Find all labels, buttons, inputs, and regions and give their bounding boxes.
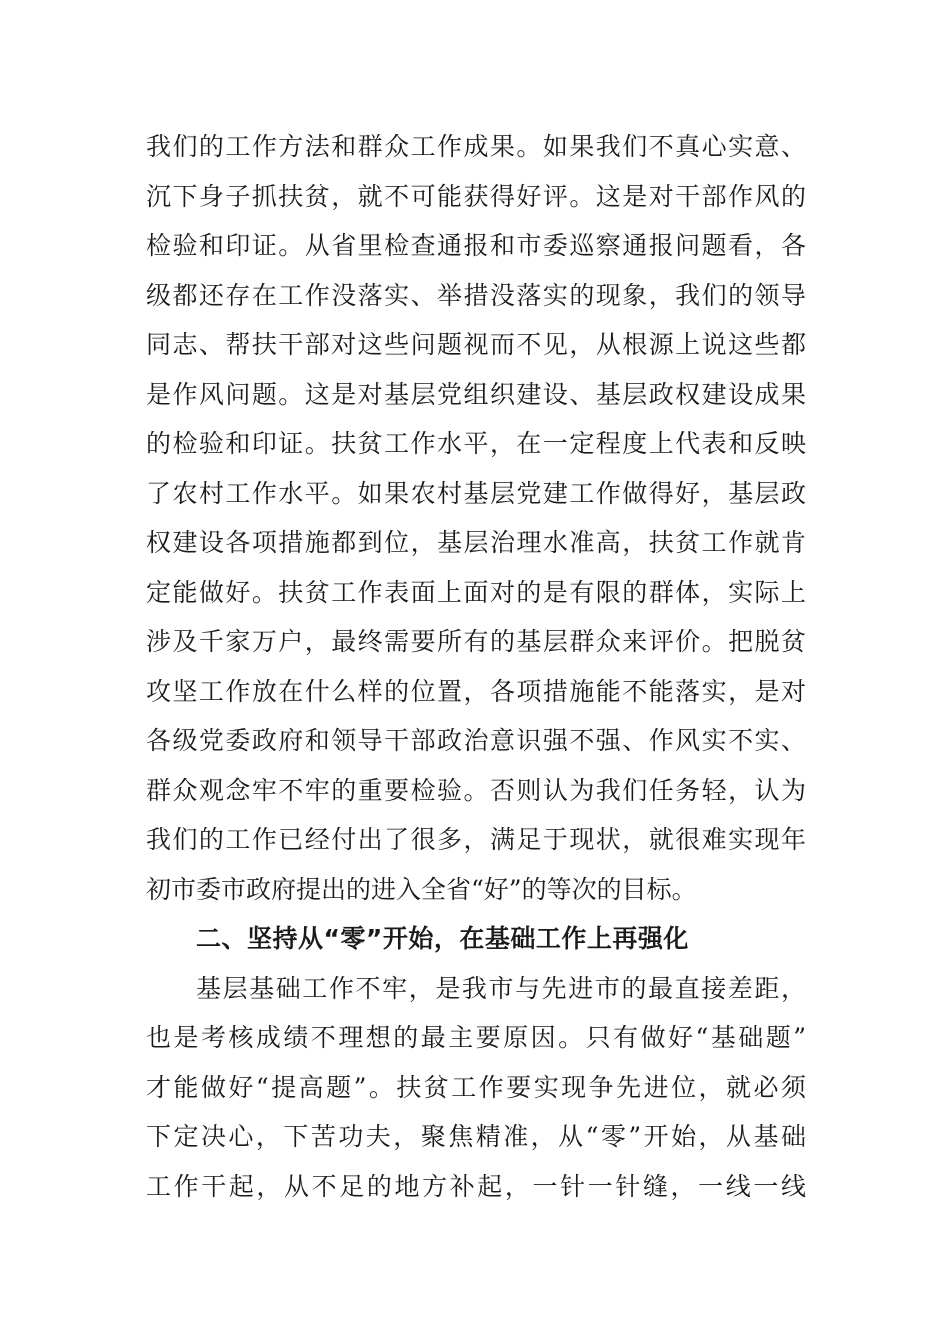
text-line: 检验和印证。从省里检查通报和市委巡察通报问题看，各 <box>146 231 806 260</box>
text-line: 级都还存在工作没落实、举措没落实的现象，我们的领导 <box>146 280 806 310</box>
text-line: 我们的工作方法和群众工作成果。如果我们不真心实意、 <box>146 132 806 161</box>
text-line: 沉下身子抓扶贫，就不可能获得好评。这是对干部作风的 <box>146 181 806 211</box>
text-line: 定能做好。扶贫工作表面上面对的是有限的群体，实际上 <box>146 577 806 607</box>
text-line: 下定决心，下苦功夫，聚焦精准，从“零”开始，从基础 <box>146 1122 806 1151</box>
document-body <box>146 122 806 1211</box>
text-line: 涉及千家万户，最终需要所有的基层群众来评价。把脱贫 <box>146 627 806 656</box>
text-line: 权建设各项措施都到位，基层治理水准高，扶贫工作就肯 <box>146 528 806 557</box>
text-line: 同志、帮扶干部对这些问题视而不见，从根源上说这些都 <box>146 330 806 359</box>
section-heading: 二、坚持从“零”开始，在基础工作上再强化 <box>196 924 689 953</box>
paragraph-2 <box>146 964 806 1212</box>
text-line: 我们的工作已经付出了很多，满足于现状，就很难实现年 <box>146 825 806 854</box>
text-line: 基层基础工作不牢，是我市与先进市的最直接差距， <box>196 973 806 1003</box>
text-line: 工作干起，从不足的地方补起，一针一针缝，一线一线 <box>146 1171 806 1201</box>
text-line: 才能做好“提高题”。扶贫工作要实现争先进位，就必须 <box>146 1072 806 1102</box>
text-line: 各级党委政府和领导干部政治意识强不强、作风实不实、 <box>146 726 806 755</box>
text-line: 初市委市政府提出的进入全省“好”的等次的目标。 <box>146 874 697 904</box>
text-line: 攻坚工作放在什么样的位置，各项措施能不能落实，是对 <box>146 676 806 706</box>
text-line: 是作风问题。这是对基层党组织建设、基层政权建设成果 <box>146 379 806 409</box>
text-line: 也是考核成绩不理想的最主要原因。只有做好“基础题” <box>146 1023 806 1052</box>
text-line: 的检验和印证。扶贫工作水平，在一定程度上代表和反映 <box>146 429 806 458</box>
paragraph-1 <box>146 122 806 914</box>
text-line: 了农村工作水平。如果农村基层党建工作做得好，基层政 <box>146 478 806 508</box>
text-line: 群众观念牢不牢的重要检验。否则认为我们任务轻，认为 <box>146 775 806 805</box>
